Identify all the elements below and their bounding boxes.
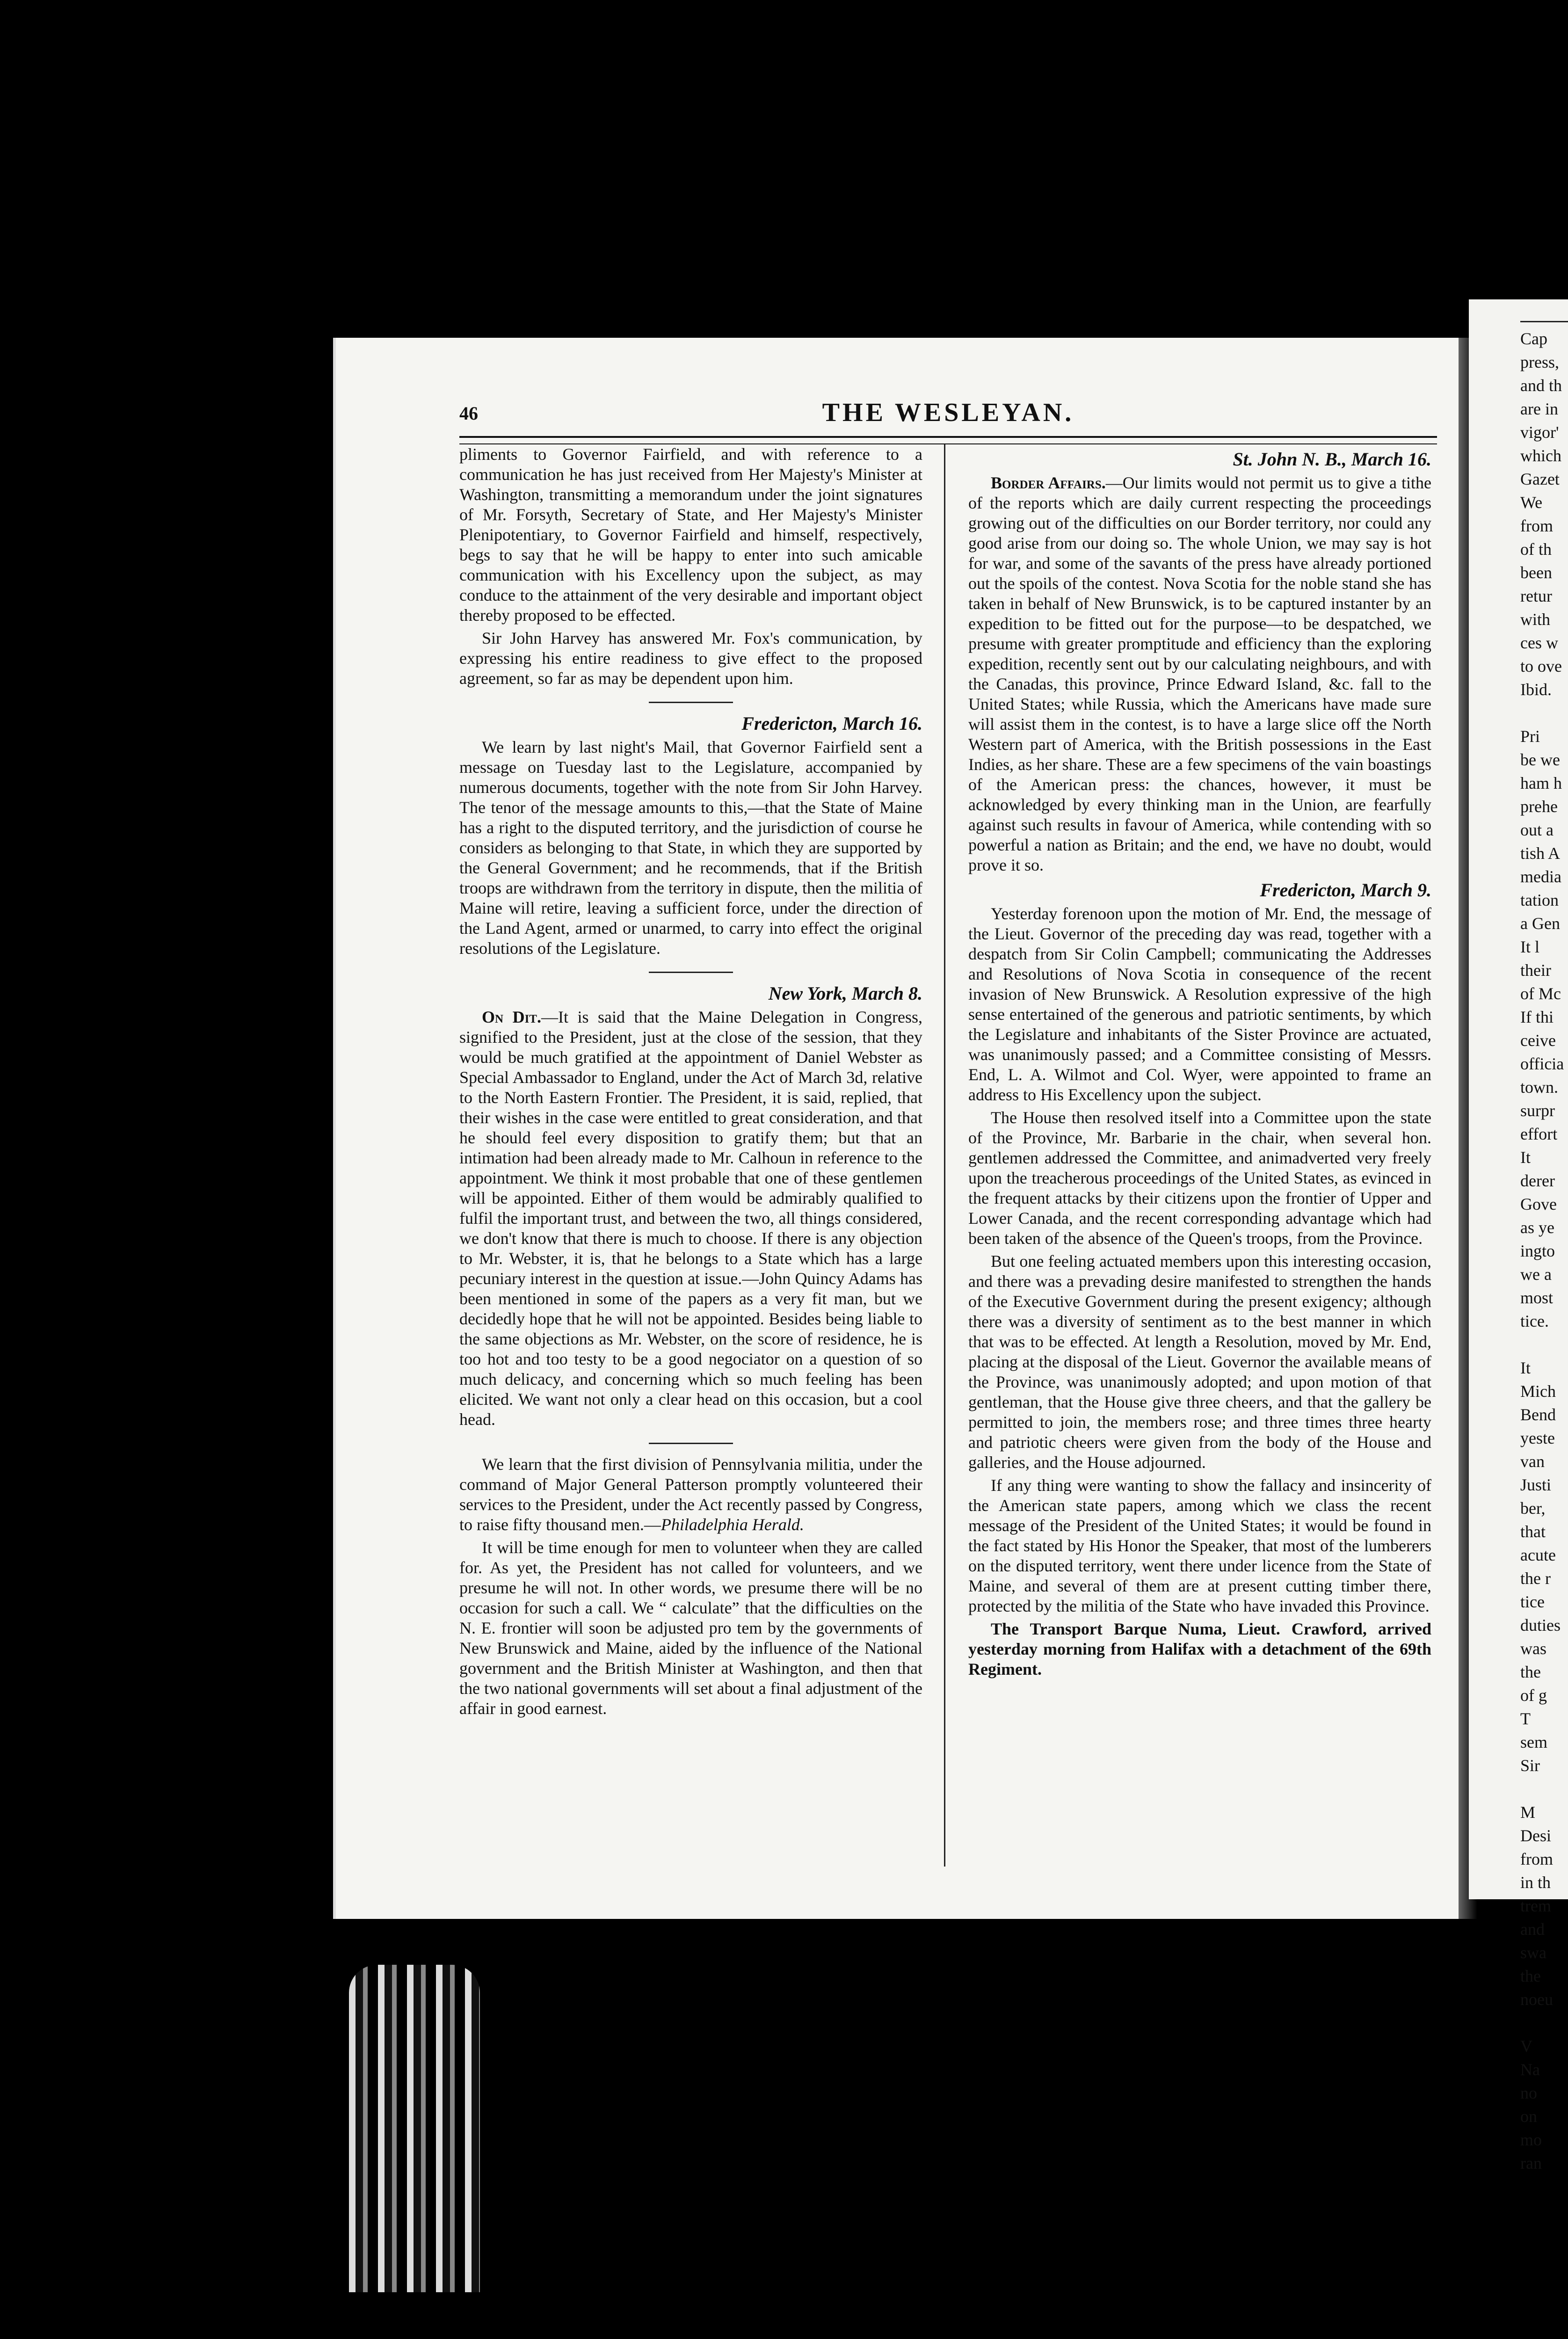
adjacent-text-fragment: with [1520,610,1551,629]
article-paragraph [968,473,1431,875]
adjacent-text-fragment: tice. [1520,1312,1549,1330]
adjacent-text-fragment: press, [1520,353,1559,371]
adjacent-text-fragment: town. [1520,1078,1558,1097]
adjacent-text-fragment: Mich [1520,1382,1556,1401]
adjacent-text-fragment: noeu [1520,1990,1553,2009]
adjacent-text-fragment: ran [1520,2154,1542,2172]
adjacent-page [1469,299,1568,2172]
adjacent-page-text [1469,327,1568,2175]
adjacent-text-fragment: we a [1520,1265,1552,1284]
adjacent-text-fragment: Gazet [1520,470,1560,488]
adjacent-text-fragment: duties [1520,1616,1561,1634]
adjacent-text-fragment: that [1520,1522,1546,1541]
article-paragraph: Yesterday forenoon upon the motion of Mr. End, the message of the Lieut. Governor of the preceding day was read, together with a despatch from Sir Colin Campbell; communicating the Addresses and Resolutions of Nova Scotia in consequence of the recent invasion of New Brunswick. A Resolution expressive of the high sense entertained of the generous and patriotic sentiments, by which the Legislature and inhabitants of the Sister Province are actuated, was unanimously passed; and a Committee consisting of Messrs. End, L. A. Wilmot and Col. Wyer, were appointed to frame an address to His Excellency upon the subject. [968,904,1431,1104]
adjacent-text-fragment: Na [1520,2060,1540,2079]
adjacent-text-fragment: of Mc [1520,984,1561,1003]
adjacent-text-fragment: most [1520,1288,1553,1307]
adjacent-text-fragment: officia [1520,1054,1564,1073]
adjacent-text-fragment: and th [1520,376,1562,395]
adjacent-text-fragment: from [1520,1850,1553,1868]
adjacent-text-fragment [1520,701,1568,725]
adjacent-text-fragment: surpr [1520,1101,1555,1120]
adjacent-text-fragment: the [1520,1967,1541,1985]
adjacent-text-fragment: Bend [1520,1405,1556,1424]
adjacent-text-fragment: T [1520,1709,1531,1728]
adjacent-text-fragment: their [1520,961,1551,980]
adjacent-text-fragment: sem [1520,1733,1547,1751]
page-number: 46 [459,403,478,424]
adjacent-text-fragment: tice [1520,1592,1545,1611]
adjacent-text-fragment: vigor' [1520,423,1559,442]
book-binding-clip [349,1965,480,2292]
adjacent-text-fragment: derer [1520,1171,1555,1190]
dateline: Fredericton, March 9. [1260,879,1431,901]
article-lead: Border Affairs. [991,473,1106,492]
adjacent-text-fragment: be we [1520,750,1560,769]
article-paragraph: The House then resolved itself into a Committee upon the state of the Province, Mr. Barbarie in the chair, when several hon. gentlemen addressed the Committee, and animadverted very freely upon the treacherous proceedings of the United States, as evinced in the frequent attacks by their citizens upon the frontier of Upper and Lower Canada, and the recent corresponding advantage which had been taken of the absence of the Queen's troops, from the Province. [968,1108,1431,1248]
article-paragraph: Sir John Harvey has answered Mr. Fox's communication, by expressing his entire readiness to give effect to the proposed agreement, so far as may be dependent upon him. [459,629,922,688]
article-paragraph: If any thing were wanting to show the fallacy and insincerity of the American state papers, among which we class the recent message of the President of the United States; it would be found in the fact stated by His Honor the Speaker, that most of the lumberers on the disputed territory, went there under licence from the State of Maine, and several of them are at present cutting timber there, protected by the militia of the State who have invaded this Province. [968,1476,1431,1615]
header-rule [459,436,1437,444]
adjacent-text-fragment: was [1520,1639,1546,1658]
article-source: Philadelphia Herald. [661,1515,804,1534]
adjacent-text-fragment: retur [1520,587,1552,605]
adjacent-text-fragment: are in [1520,400,1558,418]
article-paragraph: It will be time enough for men to volunteer when they are called for. As yet, the President has not called for volunteers, and we presume he will not. In other words, we presume there will be no occasion for such a call. We “ calculate” that the difficulties on the N. E. frontier will soon be adjusted pro tem by the governments of New Brunswick and Maine, aided by the influence of the National government and the British Minister at Washington, and then that the two national governments will set about a final adjustment of the affair in good earnest. [459,1538,922,1718]
dateline: Fredericton, March 16. [741,713,922,734]
article-paragraph [459,1007,922,1430]
adjacent-text-fragment: to ove [1520,657,1562,676]
section-separator [649,702,733,703]
adjacent-text-fragment: media [1520,867,1561,886]
adjacent-text-fragment: Gove [1520,1195,1557,1213]
adjacent-page-rule [1520,321,1568,322]
adjacent-text-fragment: We [1520,493,1543,512]
adjacent-text-fragment: Ibid. [1520,680,1552,699]
left-column [459,444,922,1722]
adjacent-text-fragment: trem [1520,1896,1551,1915]
adjacent-text-fragment: Pri [1520,727,1540,746]
adjacent-text-fragment: It l [1520,937,1539,956]
adjacent-text-fragment: V [1520,2037,1532,2056]
adjacent-text-fragment: If thi [1520,1008,1553,1026]
adjacent-text-fragment: of th [1520,540,1552,559]
adjacent-text-fragment: a Gen [1520,914,1560,933]
adjacent-text-fragment: the r [1520,1569,1551,1588]
adjacent-text-fragment: been [1520,563,1552,582]
adjacent-text-fragment: ces w [1520,633,1558,652]
article-paragraph: But one feeling actuated members upon this interesting occasion, and there was a prevading desire manifested to strengthen the hands of the Executive Government during the present exigency; although there was a diversity of sentiment as to the best manner in which that was to be effected. At length a Resolution, moved by Mr. End, placing at the disposal of the Lieut. Governor the available means of the Province, was unanimously adopted; and upon motion of that gentleman, that the House give three cheers, and that the gallery be permitted to join, the members rose; and three times three hearty and patriotic cheers were given from the body of the House and galleries, and the House adjourned. [968,1252,1431,1472]
adjacent-text-fragment: swa [1520,1943,1546,1962]
adjacent-text-fragment: Sir [1520,1756,1540,1775]
section-separator [649,972,733,973]
adjacent-text-fragment: in th [1520,1873,1551,1892]
adjacent-text-fragment: van [1520,1452,1545,1471]
adjacent-text-fragment: no [1520,2084,1537,2102]
adjacent-text-fragment: out a [1520,821,1553,839]
adjacent-text-fragment: of g [1520,1686,1547,1705]
section-separator [649,1443,733,1444]
article-paragraph: The Transport Barque Numa, Lieut. Crawford, arrived yesterday morning from Halifax with a detachment of the 69th Regiment. [968,1620,1431,1678]
adjacent-text-fragment: It [1520,1148,1531,1167]
adjacent-text-fragment [1520,2011,1568,2034]
article-paragraph: We learn by last night's Mail, that Governor Fairfield sent a message on Tuesday last to the Legislature, accompanied by numerous documents, together with the note from Sir John Harvey. The tenor of the message amounts to this,—that the State of Maine has a right to the disputed territory, and the jurisdiction of course he considers as belonging to that State, in which they are supported by the General Government; and he recommends, that if the British troops are withdrawn from the territory in dispute, then the militia of Maine will retire, leaving a sufficient force, under the direction of the Land Agent, armed or unarmed, to carry into effect the original resolutions of the Legislature. [459,738,922,958]
adjacent-text-fragment: mo [1520,2130,1542,2149]
dateline: St. John N. B., March 16. [1233,449,1431,470]
adjacent-text-fragment: It [1520,1358,1531,1377]
article-paragraph: pliments to Governor Fairfield, and with reference to a communication he has just received from Her Majesty's Minister at Washington, transmitting a memorandum under the joint signatures of Mr. Forsyth, Secretary of State, and Her Majesty's Minister Plenipotentiary, to Governor Fairfield and himself, respectively, begs to say that he will be happy to enter into such amicable communication with his Excellency upon the subject, as may conduce to the attainment of the very desirable and important object thereby proposed to be effected. [459,445,922,625]
adjacent-text-fragment: Cap [1520,329,1547,348]
adjacent-text-fragment: the [1520,1663,1541,1681]
adjacent-text-fragment: tation [1520,891,1559,909]
article-body: —It is said that the Maine Delegation in Congress, signified to the President, just at the close of the session, that they would be much gratified at the appointment of Daniel Webster as Special Ambassador to England, under the Act of March 3d, relative to the North Eastern Frontier. The President, it is said, replied, that their wishes in the case were entitled to great consideration, and that he should feel every disposition to gratify them; but that an intimation had been already made to Mr. Calhoun in reference to the appointment. We think it most probable that one of these gentlemen will be appointed. Either of them would be admirably qualified to fulfil the important trust, and between the two, all things considered, we don't know that there is much to choose. If there is any objection to Mr. Webster, it is, that he belongs to a State which has a large pecuniary interest in the question at issue.—John Quincy Adams has been mentioned in some of the papers as a very fit man, but we decidedly hope that he will not be appointed. Besides being liable to the same objections as Mr. Webster, on the score of residence, he is too hot and too testy to be a good negociator on a question of so much delicacy, and concerning which so much feeling has been elicited. We want not only a clear head on this occasion, but a cool head. [459,1008,922,1429]
adjacent-text-fragment: ber, [1520,1499,1546,1518]
adjacent-text-fragment: Justi [1520,1475,1552,1494]
adjacent-text-fragment: prehe [1520,797,1558,816]
adjacent-text-fragment: effort [1520,1125,1558,1143]
adjacent-text-fragment: as ye [1520,1218,1554,1237]
adjacent-text-fragment: on [1520,2107,1537,2126]
adjacent-text-fragment [1520,1333,1568,1356]
adjacent-text-fragment: ceive [1520,1031,1556,1050]
adjacent-text-fragment [1520,1777,1568,1801]
adjacent-text-fragment: acute [1520,1546,1556,1564]
right-column [968,444,1431,1682]
adjacent-text-fragment: from [1520,516,1553,535]
article-body: We learn that the first division of Pennsylvania militia, under the command of Major General Patterson promptly volunteered their services to the President, under the Act recently passed by Congress, to raise fifty thousand men.— [459,1455,922,1534]
adjacent-text-fragment: yeste [1520,1429,1555,1447]
adjacent-text-fragment: tish A [1520,844,1561,863]
article-body: —Our limits would not permit us to give a tithe of the reports which are daily current respecting the proceedings growing out of the difficulties on our Border territory, nor could any good arise from our doing so. The whole Union, we may say is hot for war, and some of the savants of the press have already portioned out the spoils of the contest. Nova Scotia for the noble stand she has taken in behalf of New Brunswick, is to be captured instanter by an expedition to be fitted out for the purpose—to be despatched, we presume with greater promptitude and efficiency than the exploring expedition, recently sent out by our calculating neighbours, and with the Canadas, this province, Prince Edward Island, &c. fall to the United States; while Russia, which the Americans have made sure will assist them in the contest, is to have a large slice off the North Western part of America, with the British possessions in the East Indies, as her share. These are a few specimens of the vain boastings of the American press: the chances, however, it must be acknowledged by every thinking man in the Union, are fearfully against such results in favour of America, while contending with so powerful a nation as Britain; and the end, we have no doubt, would prove it so. [968,473,1432,874]
adjacent-text-fragment: ham h [1520,774,1562,792]
adjacent-text-fragment: M [1520,1803,1536,1822]
adjacent-text-fragment: Desi [1520,1826,1551,1845]
masthead-title: THE WESLEYAN. [822,398,1074,427]
column-divider [944,444,945,1867]
adjacent-text-fragment: and [1520,1920,1545,1939]
article-lead: On Dit. [482,1008,541,1026]
newspaper-page [333,338,1459,1919]
adjacent-text-fragment: which [1520,446,1561,465]
page-header [459,398,1437,430]
dateline: New York, March 8. [768,983,922,1004]
adjacent-text-fragment: ingto [1520,1242,1555,1260]
article-paragraph [459,1454,922,1535]
